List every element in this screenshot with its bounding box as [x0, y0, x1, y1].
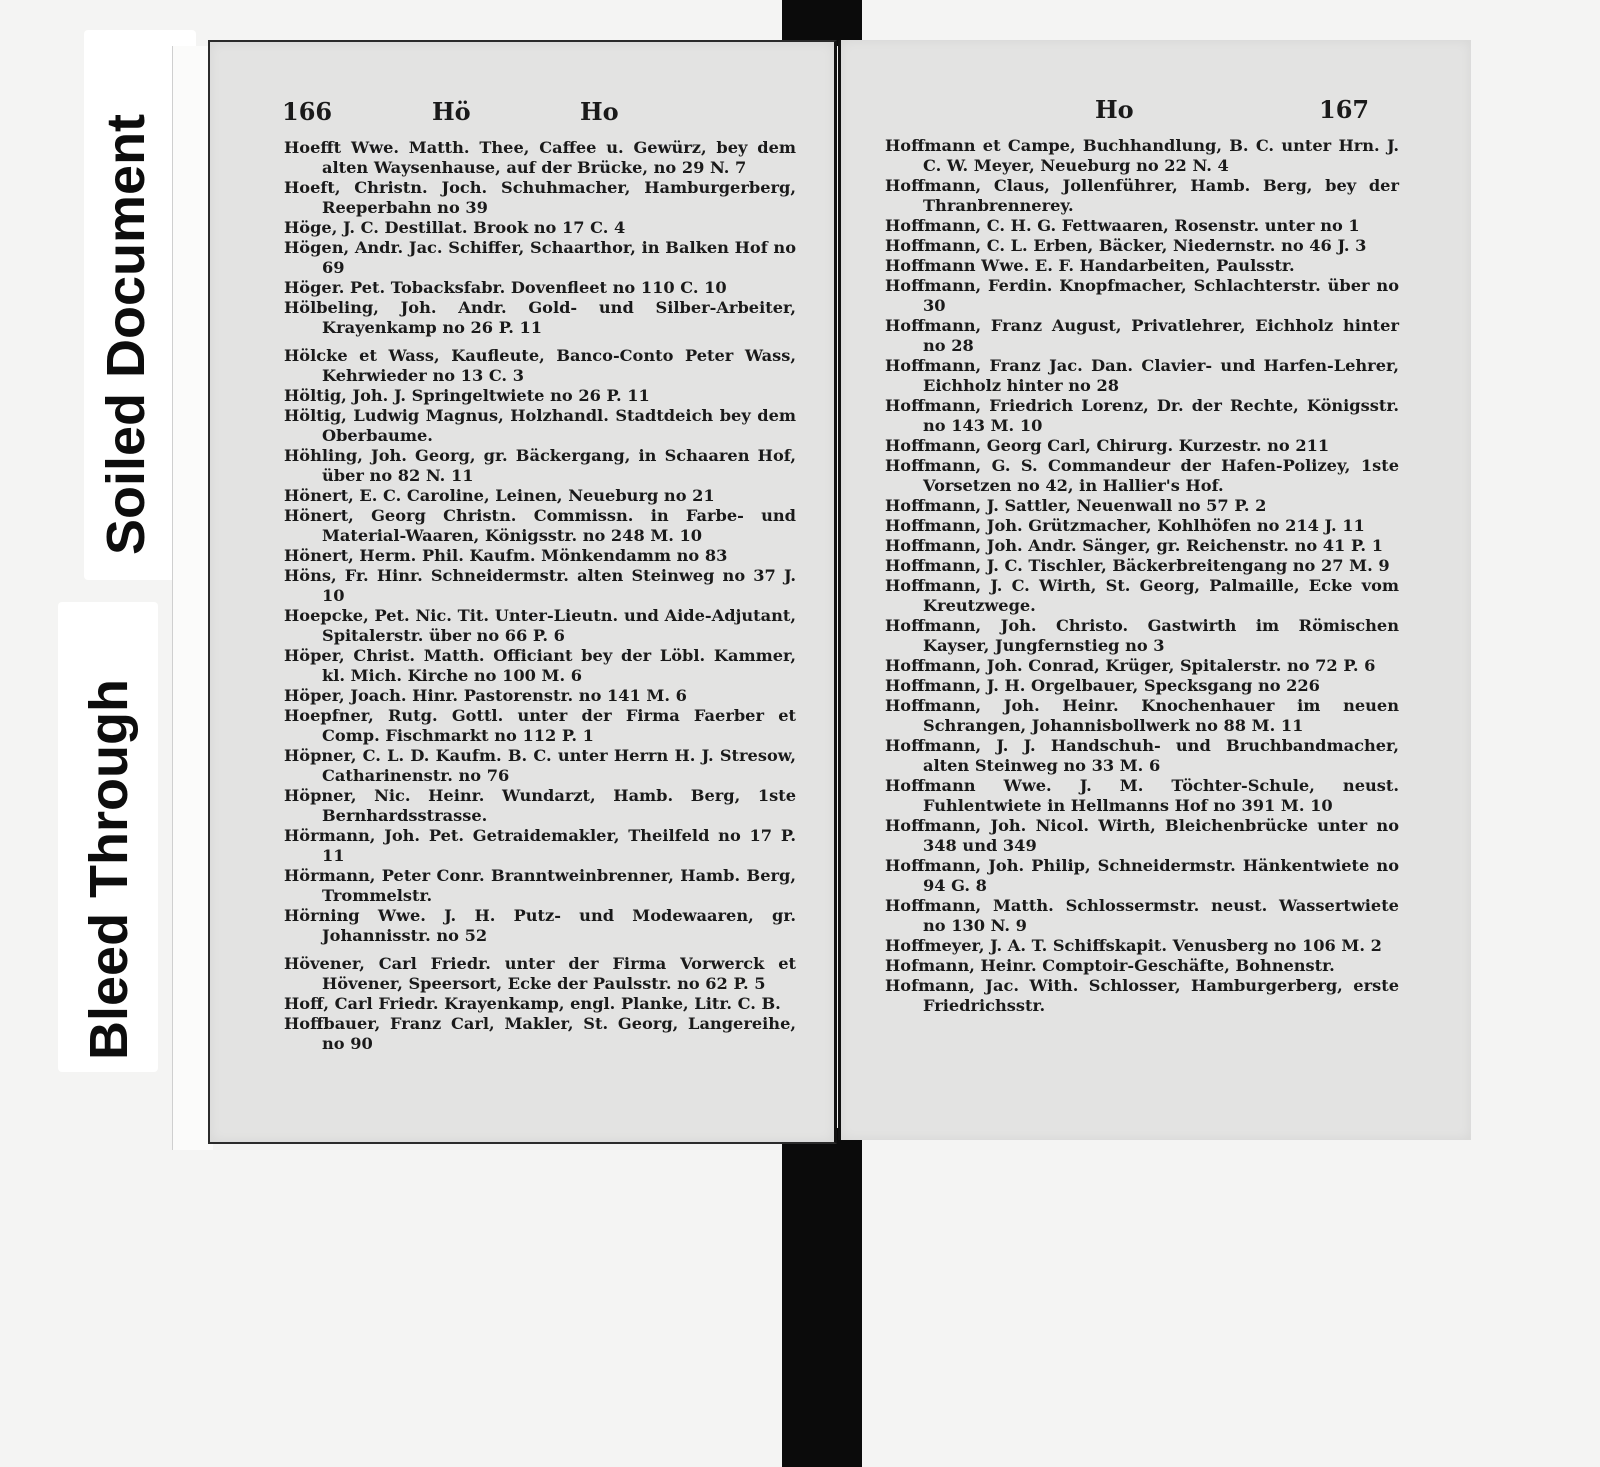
directory-entry: Hofmann, Heinr. Comptoir-Geschäfte, Bohnenstr.: [885, 956, 1335, 975]
directory-entry: Hönert, Georg Christn. Commissn. in Farbe- und Material-Waaren, Königsstr. no 248 M. 10: [284, 506, 796, 545]
right-page: [838, 40, 1471, 1140]
directory-entry: Hoffmann, Joh. Grützmacher, Kohlhöfen no 214 J. 11: [885, 516, 1365, 535]
soiled-document-label: Soiled Document: [96, 113, 156, 555]
left-page-header-1: Hö: [432, 97, 471, 126]
directory-entry: Hoffmann, Matth. Schlossermstr. neust. Wassertwiete no 130 N. 9: [885, 896, 1399, 935]
directory-entry: Höger. Pet. Tobacksfabr. Dovenfleet no 110 C. 10: [284, 278, 727, 297]
directory-entry: Hofmann, Jac. With. Schlosser, Hamburgerberg, erste Friedrichsstr.: [885, 976, 1399, 1015]
directory-entry: Hönert, Herm. Phil. Kaufm. Mönkendamm no 83: [284, 546, 728, 565]
left-entry-list: [284, 138, 796, 1054]
directory-entry: Hoffmann, G. S. Commandeur der Hafen-Polizey, 1ste Vorsetzen no 42, in Hallier's Hof.: [885, 456, 1399, 495]
right-entry-list: [885, 136, 1399, 1016]
book-page-edges: [172, 46, 213, 1150]
directory-entry: Hoffmann, Franz August, Privatlehrer, Eichholz hinter no 28: [885, 316, 1399, 355]
directory-entry: Hoffmann, J. J. Handschuh- und Bruchbandmacher, alten Steinweg no 33 M. 6: [885, 736, 1399, 775]
directory-entry: Hoffmann, Claus, Jollenführer, Hamb. Berg, bey der Thranbrennerey.: [885, 176, 1399, 215]
directory-entry: Hoefft Wwe. Matth. Thee, Caffee u. Gewürz, bey dem alten Waysenhause, auf der Brücke, no 29 N. 7: [284, 138, 796, 177]
directory-entry: Hoffmann, Joh. Conrad, Krüger, Spitalerstr. no 72 P. 6: [885, 656, 1376, 675]
directory-entry: Hoepcke, Pet. Nic. Tit. Unter-Lieutn. und Aide-Adjutant, Spitalerstr. über no 66 P. 6: [284, 606, 796, 645]
directory-entry: Hoffmann, Joh. Andr. Sänger, gr. Reichenstr. no 41 P. 1: [885, 536, 1383, 555]
directory-entry: Hoffmann, J. C. Tischler, Bäckerbreitengang no 27 M. 9: [885, 556, 1390, 575]
directory-entry: Hoffmann, Ferdin. Knopfmacher, Schlachterstr. über no 30: [885, 276, 1399, 315]
left-page: [208, 40, 837, 1144]
left-page-header-2: Ho: [580, 97, 619, 126]
directory-entry: Hoffmann, Friedrich Lorenz, Dr. der Rechte, Königsstr. no 143 M. 10: [885, 396, 1399, 435]
directory-entry: Hoffmann, Franz Jac. Dan. Clavier- und Harfen-Lehrer, Eichholz hinter no 28: [885, 356, 1399, 395]
directory-entry: Hoffmann, C. L. Erben, Bäcker, Niedernstr. no 46 J. 3: [885, 236, 1367, 255]
directory-entry: Hoffmann, Joh. Heinr. Knochenhauer im neuen Schrangen, Johannisbollwerk no 88 M. 11: [885, 696, 1399, 735]
directory-entry: Höper, Christ. Matth. Officiant bey der Löbl. Kammer, kl. Mich. Kirche no 100 M. 6: [284, 646, 796, 685]
directory-entry: Höltig, Joh. J. Springeltwiete no 26 P. 11: [284, 386, 650, 405]
directory-entry: Hoffmann Wwe. J. M. Töchter-Schule, neust. Fuhlentwiete in Hellmanns Hof no 391 M. 10: [885, 776, 1399, 815]
directory-entry: Hoff, Carl Friedr. Krayenkamp, engl. Planke, Litr. C. B.: [284, 994, 781, 1013]
directory-entry: Hoffmann Wwe. E. F. Handarbeiten, Paulsstr.: [885, 256, 1295, 275]
directory-entry: Hoffmann, J. C. Wirth, St. Georg, Palmaille, Ecke vom Kreutzwege.: [885, 576, 1399, 615]
right-page-header: Ho: [1095, 95, 1134, 124]
directory-entry: Hoffmeyer, J. A. T. Schiffskapit. Venusberg no 106 M. 2: [885, 936, 1382, 955]
directory-entry: Hoepfner, Rutg. Gottl. unter der Firma Faerber et Comp. Fischmarkt no 112 P. 1: [284, 706, 796, 745]
directory-entry: Hoffmann, Joh. Philip, Schneidermstr. Hänkentwiete no 94 G. 8: [885, 856, 1399, 895]
directory-entry: Höpner, Nic. Heinr. Wundarzt, Hamb. Berg, 1ste Bernhardsstrasse.: [284, 786, 796, 825]
directory-entry: Hölbeling, Joh. Andr. Gold- und Silber-Arbeiter, Krayenkamp no 26 P. 11: [284, 298, 796, 337]
directory-entry: Hoffmann, J. H. Orgelbauer, Specksgang no 226: [885, 676, 1320, 695]
directory-entry: Hörmann, Joh. Pet. Getraidemakler, Theilfeld no 17 P. 11: [284, 826, 796, 865]
directory-entry: Höge, J. C. Destillat. Brook no 17 C. 4: [284, 218, 626, 237]
book-binding-bottom: [782, 1128, 862, 1467]
directory-entry: Hoffmann et Campe, Buchhandlung, B. C. unter Hrn. J. C. W. Meyer, Neueburg no 22 N. 4: [885, 136, 1399, 175]
directory-entry: Höns, Fr. Hinr. Schneidermstr. alten Steinweg no 37 J. 10: [284, 566, 796, 605]
directory-entry: Hörning Wwe. J. H. Putz- und Modewaaren, gr. Johannisstr. no 52: [284, 906, 796, 945]
directory-entry: Höltig, Ludwig Magnus, Holzhandl. Stadtdeich bey dem Oberbaume.: [284, 406, 796, 445]
left-page-number: 166: [282, 97, 333, 126]
directory-entry: Hoffmann, C. H. G. Fettwaaren, Rosenstr. unter no 1: [885, 216, 1360, 235]
directory-entry: Hoffmann, Joh. Christo. Gastwirth im Römischen Kayser, Jungfernstieg no 3: [885, 616, 1399, 655]
directory-entry: Hoffmann, J. Sattler, Neuenwall no 57 P. 2: [885, 496, 1267, 515]
directory-entry: Hölcke et Wass, Kaufleute, Banco-Conto Peter Wass, Kehrwieder no 13 C. 3: [284, 346, 796, 385]
directory-entry: Höper, Joach. Hinr. Pastorenstr. no 141 M. 6: [284, 686, 687, 705]
directory-entry: Hoffmann, Georg Carl, Chirurg. Kurzestr. no 211: [885, 436, 1330, 455]
directory-entry: Högen, Andr. Jac. Schiffer, Schaarthor, in Balken Hof no 69: [284, 238, 796, 277]
directory-entry: Hövener, Carl Friedr. unter der Firma Vorwerck et Hövener, Speersort, Ecke der Paulsstr. no 62 P. 5: [284, 954, 796, 993]
right-page-number: 167: [1319, 95, 1370, 124]
directory-entry: Hoffmann, Joh. Nicol. Wirth, Bleichenbrücke unter no 348 und 349: [885, 816, 1399, 855]
bleed-through-label: Bleed Through: [79, 679, 139, 1060]
directory-entry: Hörmann, Peter Conr. Branntweinbrenner, Hamb. Berg, Trommelstr.: [284, 866, 796, 905]
directory-entry: Höpner, C. L. D. Kaufm. B. C. unter Herrn H. J. Stresow, Catharinenstr. no 76: [284, 746, 796, 785]
directory-entry: Hönert, E. C. Caroline, Leinen, Neueburg no 21: [284, 486, 715, 505]
directory-entry: Höhling, Joh. Georg, gr. Bäckergang, in Schaaren Hof, über no 82 N. 11: [284, 446, 796, 485]
directory-entry: Hoffbauer, Franz Carl, Makler, St. Georg, Langereihe, no 90: [284, 1014, 796, 1053]
directory-entry: Hoeft, Christn. Joch. Schuhmacher, Hamburgerberg, Reeperbahn no 39: [284, 178, 796, 217]
